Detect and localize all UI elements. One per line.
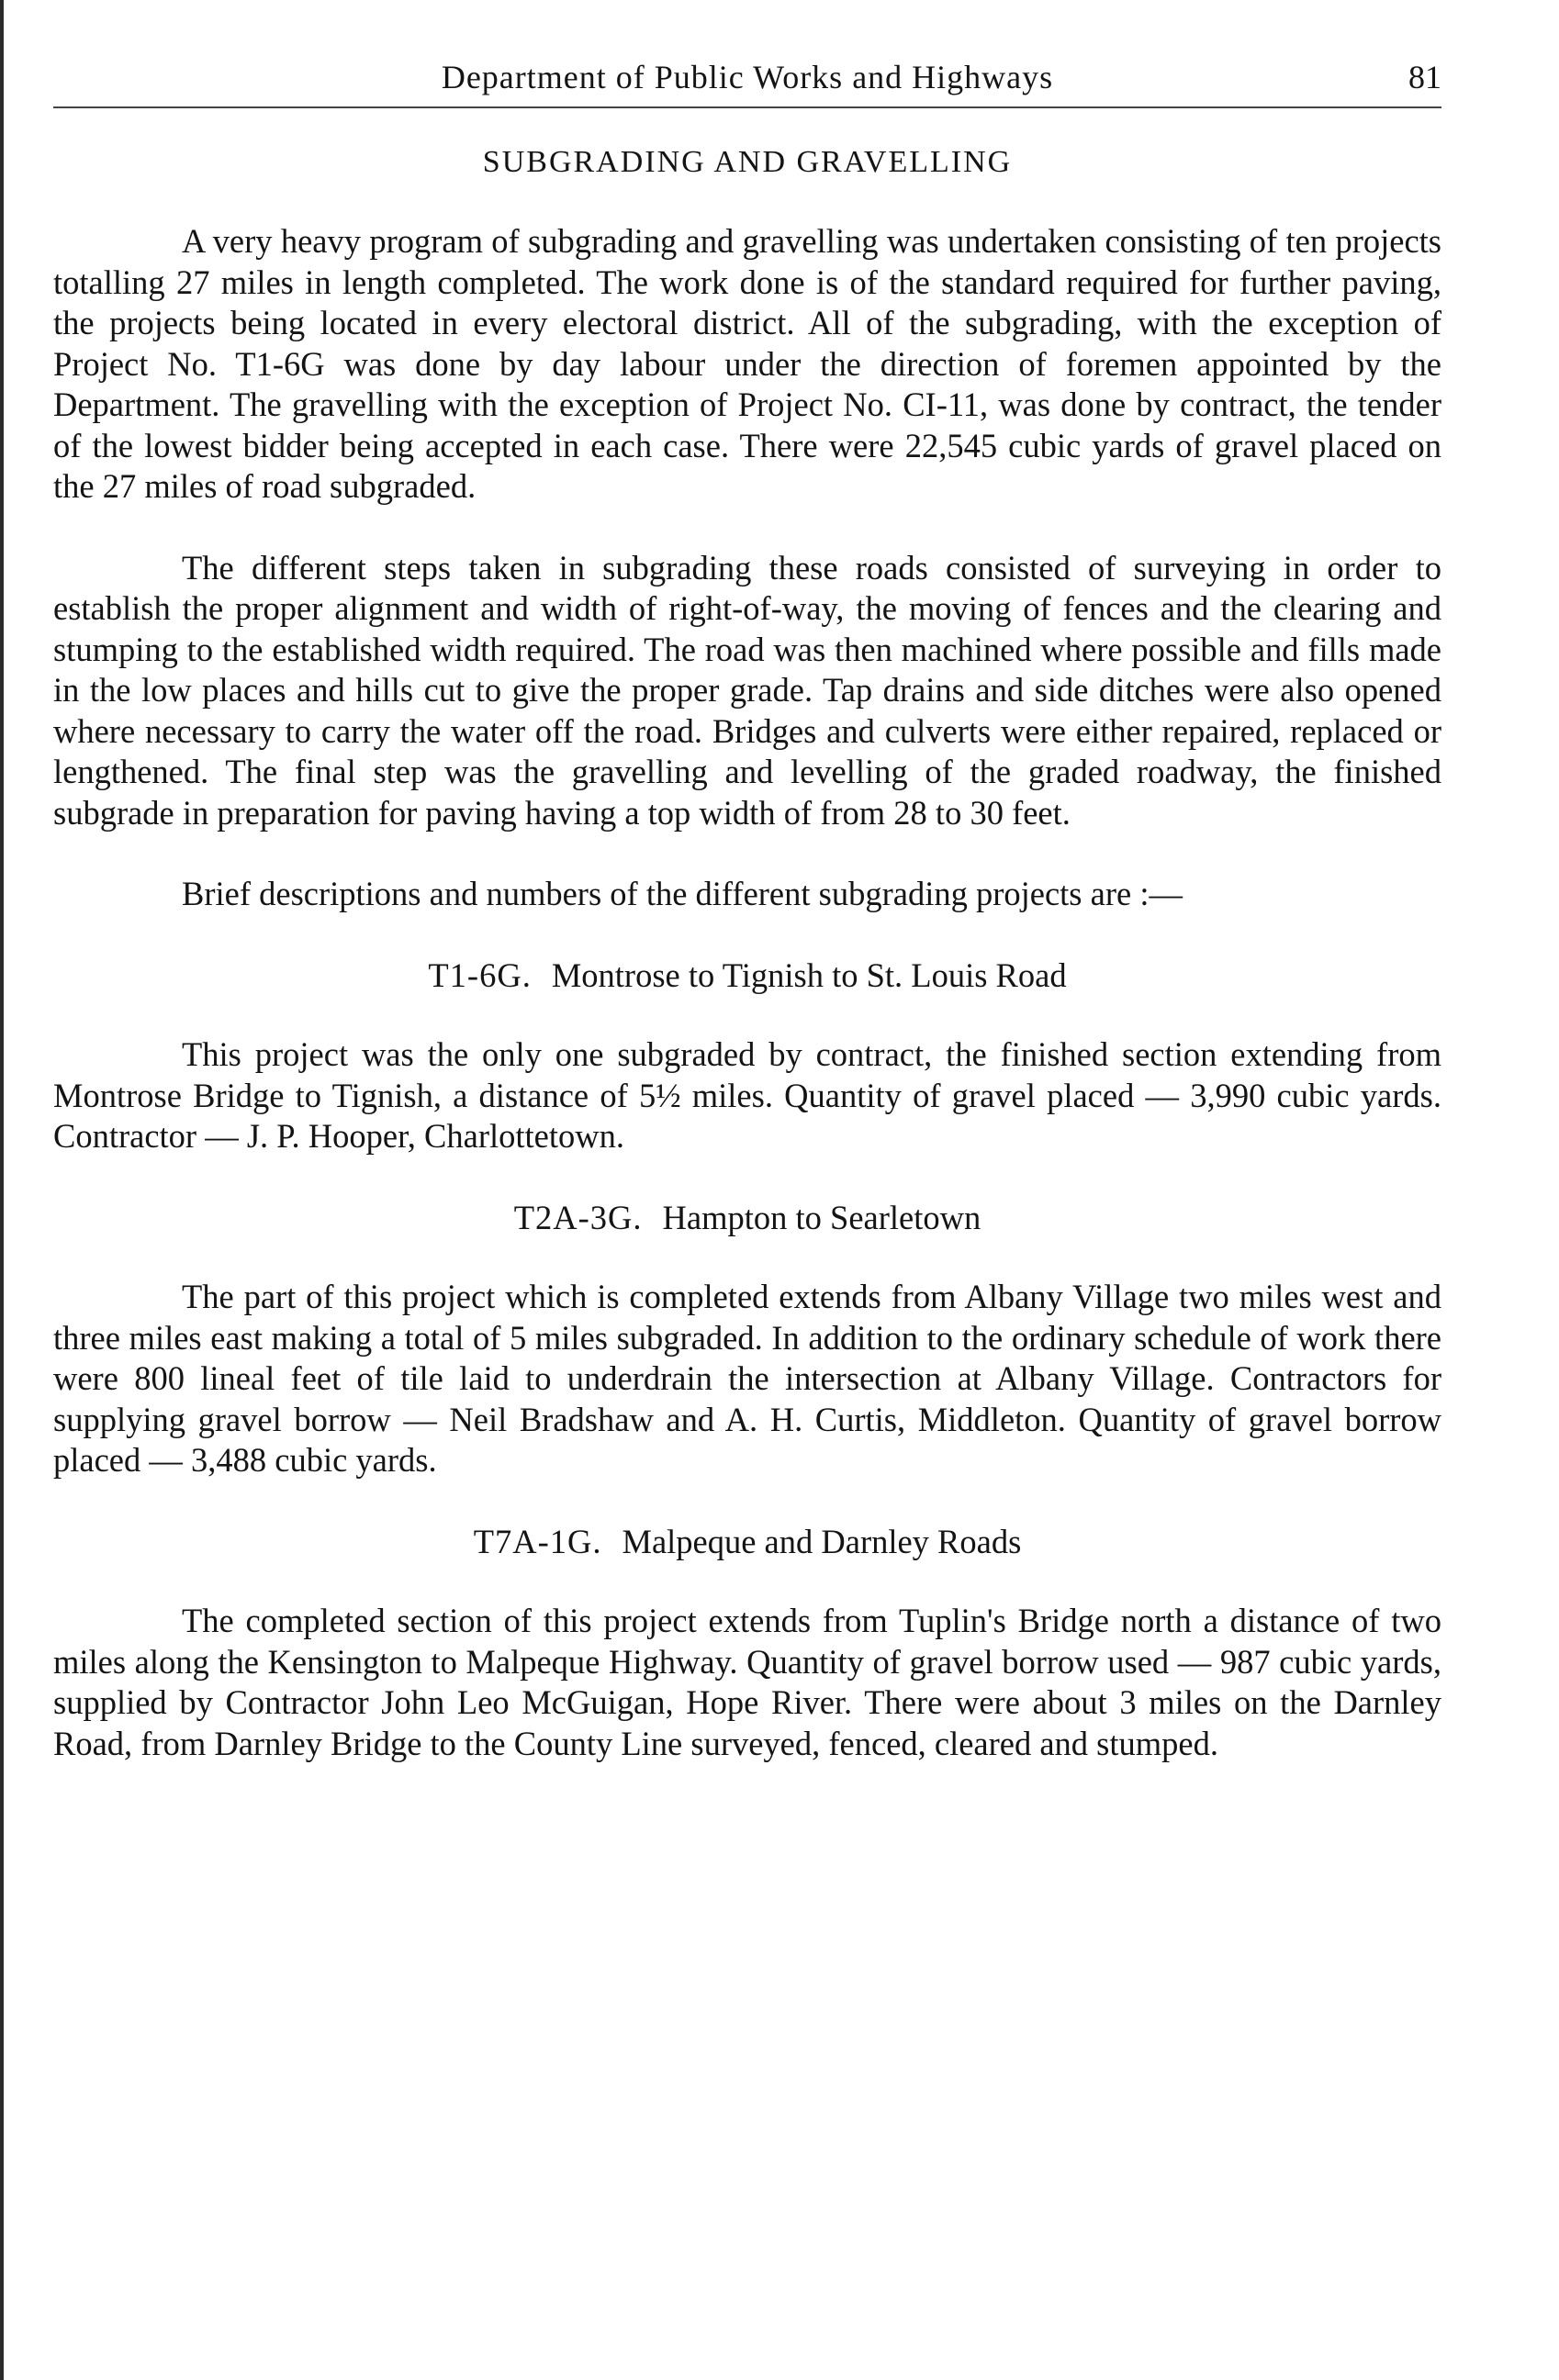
- project-description: The part of this project which is completed extends from Albany Village two miles west and three miles east making a total of 5 miles subgraded. In addition to the ordinary schedule of work there were 800 lineal feet of tile laid to underdrain the intersection at Albany Village. Contractors for supplying gravel borrow — Neil Bradshaw and A. H. Curtis, Middleton. Quantity of gravel borrow placed — 3,488 cubic yards.: [53, 1278, 1441, 1479]
- project-description: The completed section of this project extends from Tuplin's Bridge north a distance of two miles along the Kensington to Malpeque Highway. Quantity of gravel borrow used — 987 cubic yards, supplied by Contractor John Leo McGuigan, Hope River. There were about 3 miles on the Darnley Road, from Darnley Bridge to the County Line surveyed, fenced, cleared and stumped.: [53, 1602, 1441, 1762]
- running-header: [53, 53, 1441, 101]
- project-name: Malpeque and Darnley Roads: [622, 1522, 1022, 1560]
- section-title: SUBGRADING AND GRAVELLING: [482, 145, 1013, 179]
- project-name: Hampton to Searletown: [662, 1198, 981, 1236]
- project-name: Montrose to Tignish to St. Louis Road: [551, 955, 1067, 994]
- project-heading: [53, 955, 1441, 997]
- project-code: T1-6G.: [428, 955, 532, 994]
- running-title: Department of Public Works and Highways: [441, 59, 1054, 95]
- project-heading: [53, 1522, 1441, 1563]
- paragraph-list-intro: Brief descriptions and numbers of the different subgrading projects are :—: [182, 875, 1183, 912]
- paragraph-overview: A very heavy program of subgrading and gravelling was undertaken consisting of ten projects totalling 27 miles in length completed. The work done is of the standard required for further paving, the projects being located in every electoral district. All of the subgrading, with the exception of Project No. T1-6G was done by day labour under the direction of foremen appointed by the Department. The gravelling with the exception of Project No. CI-11, was done by contract, the tender of the lowest bidder being accepted in each case. There were 22,545 cubic yards of gravel placed on the 27 miles of road subgraded.: [53, 222, 1441, 505]
- page-number: 81: [1408, 59, 1441, 95]
- paragraph-steps: The different steps taken in subgrading these roads consisted of surveying in order to establish the proper alignment and width of right-of-way, the moving of fences and the clearing and stumping to the established width required. The road was then machined where possible and fills made in the low places and hills cut to give the proper grade. Tap drains and side ditches were also opened where necessary to carry the water off the road. Bridges and culverts were either repaired, replaced or lengthened. The final step was the gravelling and levelling of the graded roadway, the finished subgrade in preparation for paving having a top width of from 28 to 30 feet.: [53, 548, 1441, 832]
- project-code: T7A-1G.: [473, 1522, 602, 1560]
- page-body: [53, 142, 1441, 1805]
- project-heading: [53, 1198, 1441, 1239]
- header-rule: [53, 106, 1441, 108]
- project-code: T2A-3G.: [513, 1198, 643, 1236]
- project-description: This project was the only one subgraded by contract, the finished section extending from Montrose Bridge to Tignish, a distance of 5½ miles. Quantity of gravel placed — 3,990 cubic yards. Contractor — J. P. Hooper, Charlottetown.: [53, 1035, 1441, 1155]
- page-edge-shadow: [0, 0, 4, 2380]
